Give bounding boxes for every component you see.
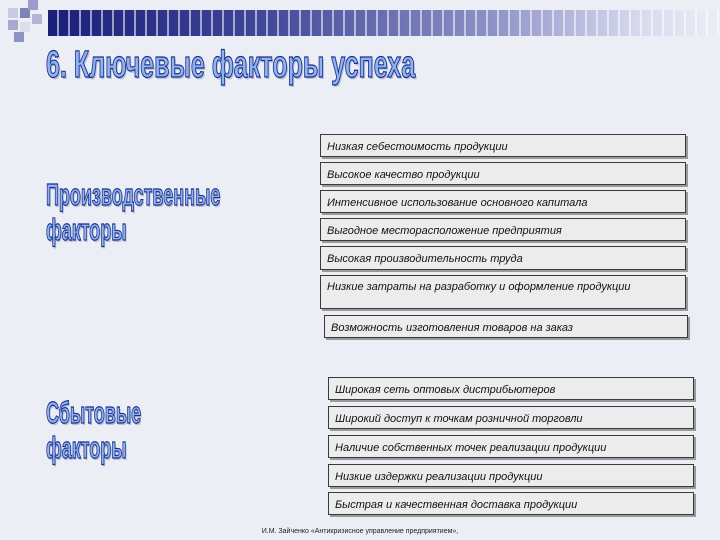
decorative-top-band: [48, 10, 720, 36]
sales-heading-line1: Сбытовые: [46, 395, 142, 430]
production-factor-box: Высокое качество продукции: [320, 162, 686, 185]
production-factor-box: Низкие затраты на разработку и оформление продукции: [320, 275, 686, 309]
production-heading-line2: факторы: [46, 211, 127, 247]
production-factor-box: Выгодное месторасположение предприятия: [320, 218, 686, 241]
sales-factor-box: Быстрая и качественная доставка продукции: [328, 492, 694, 515]
sales-factor-box: Широкий доступ к точкам розничной торговли: [328, 406, 694, 429]
sales-factor-box: Наличие собственных точек реализации продукции: [328, 435, 694, 458]
slide-title: 6. Ключевые факторы успеха: [46, 44, 416, 86]
decorative-square: [28, 0, 38, 10]
sales-factor-box: Низкие издержки реализации продукции: [328, 464, 694, 487]
sales-heading-line2: факторы: [46, 429, 127, 465]
slide-footer: И.М. Зайченко «Антикризисное управление предприятием»,: [261, 528, 459, 535]
decorative-square: [14, 32, 24, 42]
decorative-square: [32, 14, 42, 24]
production-factor-box: Интенсивное использование основного капитала: [320, 190, 686, 213]
production-heading-line1: Производственные: [46, 177, 221, 212]
sales-factors-heading: [46, 396, 141, 465]
decorative-square: [8, 8, 18, 18]
production-factor-box: Высокая производительность труда: [320, 246, 686, 270]
production-factor-box: Низкая себестоимость продукции: [320, 134, 686, 157]
production-factors-heading: [46, 178, 220, 247]
decorative-square: [20, 22, 30, 32]
sales-factor-box: Широкая сеть оптовых дистрибьютеров: [328, 377, 694, 400]
production-factor-box: Возможность изготовления товаров на заказ: [324, 315, 688, 338]
decorative-square: [8, 20, 18, 30]
